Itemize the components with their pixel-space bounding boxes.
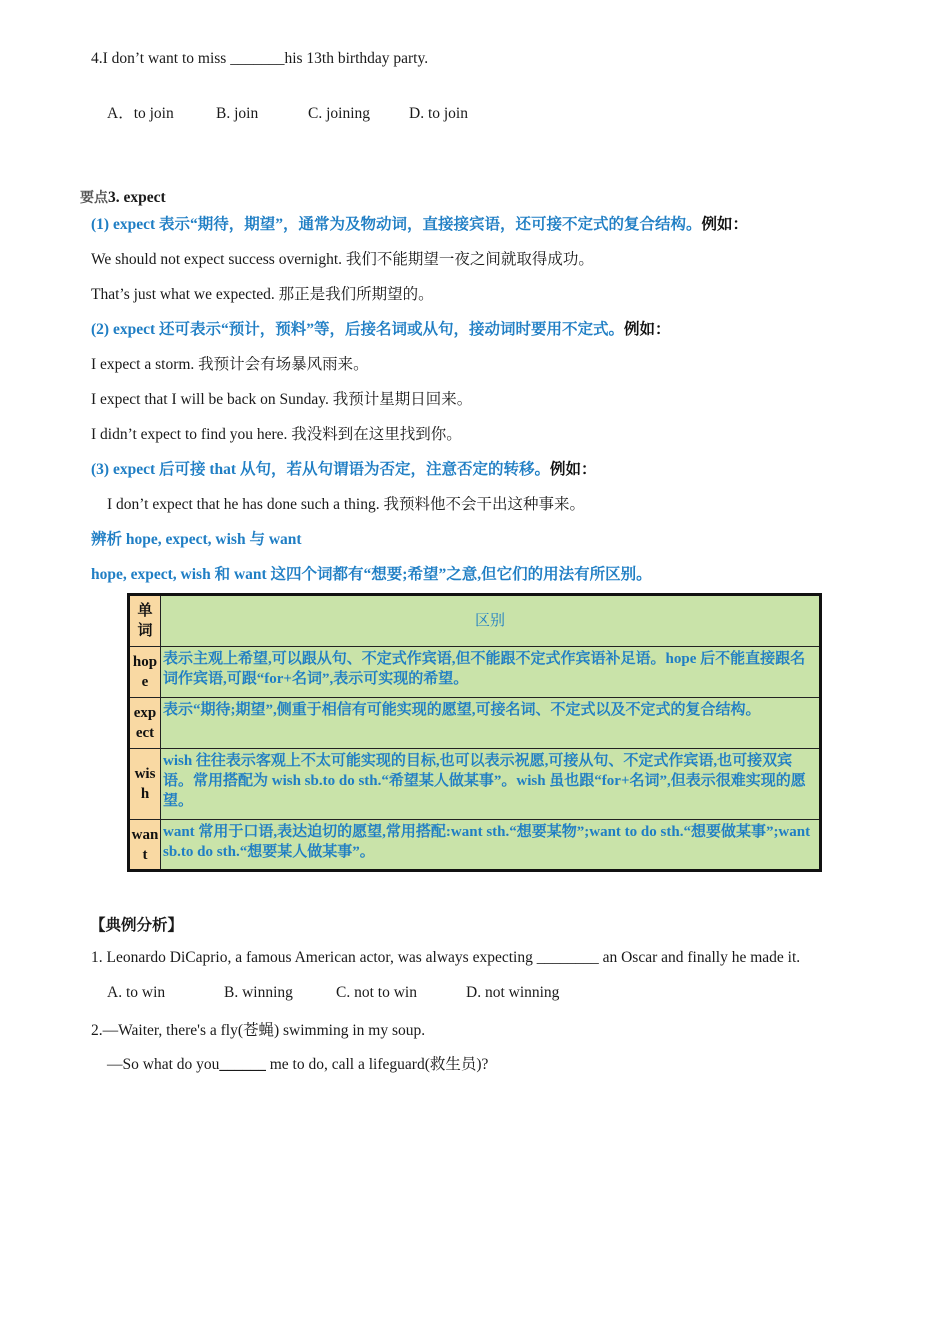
desc-cell-hope: 表示主观上希望,可以跟从句、不定式作宾语,但不能跟不定式作宾语补足语。hope 后不能直接跟名词作宾语,可跟“for+名词”,表示可实现的希望。 xyxy=(161,647,821,698)
option-c: C. joining xyxy=(308,105,371,122)
analysis-intro: hope, expect, wish 和 want 这四个词都有“想要;希望”之意,但它们的用法有所区别。 xyxy=(91,566,652,583)
header-word-cell: 单词 xyxy=(129,595,161,647)
q2-text-before: —So what do you xyxy=(107,1056,220,1073)
example-question-1-options xyxy=(107,984,559,1002)
option-b: B. winning xyxy=(224,984,293,1001)
word-cell-want: want xyxy=(129,820,161,871)
example-question-2-line-1: 2.—Waiter, there's a fly(苍蝇) swimming in my soup. xyxy=(91,1022,426,1039)
question-4-options xyxy=(107,101,468,123)
option-d: D. not winning xyxy=(466,984,560,1001)
desc-cell-wish: wish 往往表示客观上不太可能实现的目标,也可以表示祝愿,可接从句、不定式作宾语,也可接双宾语。常用搭配为 wish sb.to do sth.“希望某人做某事”。wish 虽也跟“for+名词”,但表示很难实现的愿望。 xyxy=(161,749,821,820)
table-row xyxy=(129,647,821,698)
word-cell-expect: expect xyxy=(129,698,161,749)
desc-cell-expect: 表示“期待;期望”,侧重于相信有可能实现的愿望,可接名词、不定式以及不定式的复合结构。 xyxy=(161,698,821,749)
example-2b: I expect that I will be back on Sunday. 我预计星期日回来。 xyxy=(91,391,473,408)
desc-cell-want: want 常用于口语,表达迫切的愿望,常用搭配:want sth.“想要某物”;want to do sth.“想要做某事”;want sb.to do sth.“想要某人做某事”。 xyxy=(161,820,821,871)
rule-3-text: (3) expect 后可接 that 从句，若从句谓语为否定，注意否定的转移。 xyxy=(91,461,550,478)
examples-title: 【典例分析】 xyxy=(90,917,184,934)
question-4-stem: 4.I don’t want to miss _______his 13th birthday party. xyxy=(91,50,429,67)
rule-1-text: (1) expect 表示“期待，期望”，通常为及物动词，直接接宾语，还可接不定式的复合结构。 xyxy=(91,216,702,233)
point-title-rest: 3. expect xyxy=(108,189,166,206)
option-d: D. to join xyxy=(409,105,468,122)
rule-2 xyxy=(91,317,671,339)
option-b: B. join xyxy=(216,105,259,122)
rule-2-text: (2) expect 还可表示“预计，预料”等，后接名词或从句，接动词时要用不定式。 xyxy=(91,321,624,338)
word-cell-hope: hope xyxy=(129,647,161,698)
header-desc-cell: 区别 xyxy=(161,595,821,647)
table-header-row xyxy=(129,595,821,647)
point-3-title xyxy=(80,187,166,207)
rule-3 xyxy=(91,457,596,479)
word-cell-wish: wish xyxy=(129,749,161,820)
table-row xyxy=(129,820,821,871)
example-question-2-line-2 xyxy=(107,1052,488,1074)
point-title-prefix: 要点 xyxy=(80,190,108,206)
example-2a: I expect a storm. 我预计会有场暴风雨来。 xyxy=(91,356,369,373)
option-c: C. not to win xyxy=(336,984,417,1001)
rule-2-tail: 例如： xyxy=(624,321,671,338)
comparison-table xyxy=(127,593,822,872)
example-question-1: 1. Leonardo DiCaprio, a famous American actor, was always expecting ________ an Oscar and finally he made it. xyxy=(91,949,801,966)
example-2c: I didn’t expect to find you here. 我没料到在这里找到你。 xyxy=(91,426,462,443)
q2-text-after: me to do, call a lifeguard(救生员)? xyxy=(265,1056,489,1073)
option-a: A. to win xyxy=(107,984,166,1001)
option-a: A．to join xyxy=(107,105,174,122)
rule-3-tail: 例如： xyxy=(549,461,597,478)
example-3a: I don’t expect that he has done such a thing. 我预料他不会干出这种事来。 xyxy=(107,496,585,513)
table-row xyxy=(129,749,821,820)
example-1b: That’s just what we expected. 那正是我们所期望的。 xyxy=(91,286,434,303)
example-1a: We should not expect success overnight. 我们不能期望一夜之间就取得成功。 xyxy=(91,251,594,268)
rule-1 xyxy=(91,212,748,234)
q2-blank: ______ xyxy=(219,1056,266,1073)
rule-1-tail: 例如： xyxy=(701,216,749,233)
table-row xyxy=(129,698,821,749)
analysis-title: 辨析 hope, expect, wish 与 want xyxy=(91,531,302,548)
